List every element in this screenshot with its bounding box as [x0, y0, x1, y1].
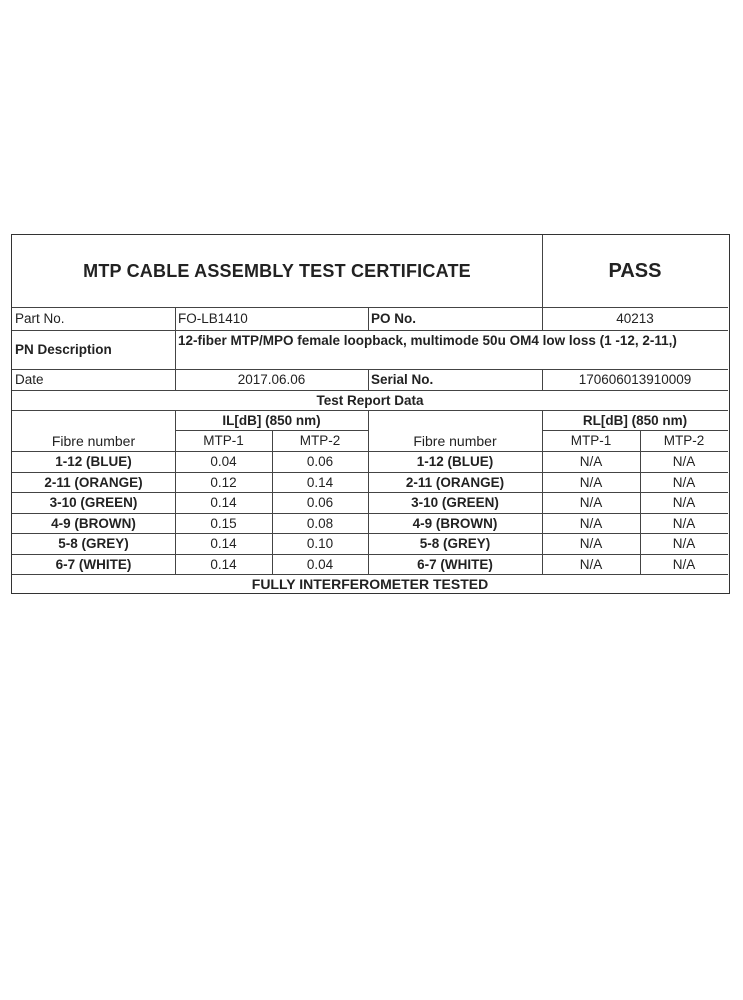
rl-mtp2-value: N/A	[672, 536, 696, 551]
rl-mtp1-value: N/A	[579, 474, 603, 490]
date-label: Date	[15, 372, 44, 387]
certificate-title: MTP CABLE ASSEMBLY TEST CERTIFICATE	[83, 260, 471, 281]
il-header: IL[dB] (850 nm)	[222, 412, 321, 428]
rl-mtp2-value: N/A	[672, 495, 696, 510]
table-row	[12, 472, 728, 492]
rl-header: RL[dB] (850 nm)	[582, 412, 688, 428]
serial-no-value: 170606013910009	[578, 372, 692, 387]
fibre-left: 5-8 (GREY)	[58, 536, 129, 551]
pass-status: PASS	[608, 259, 662, 282]
rl-mtp1-header: MTP-1	[570, 433, 612, 448]
rl-mtp1-value: N/A	[579, 495, 603, 510]
po-no-value: 40213	[616, 311, 654, 326]
il-mtp1-value: 0.14	[210, 495, 237, 510]
fibre-left: 1-12 (BLUE)	[55, 454, 132, 469]
table-row	[12, 554, 728, 574]
rl-mtp2-header: MTP-2	[663, 433, 705, 448]
il-mtp2-value: 0.10	[306, 536, 334, 551]
rl-mtp2-value: N/A	[672, 454, 696, 469]
pn-description-label: PN Description	[15, 342, 112, 357]
rl-mtp1-value: N/A	[579, 556, 603, 572]
il-mtp1-value: 0.12	[210, 474, 237, 490]
il-mtp2-header: MTP-2	[299, 433, 341, 448]
rl-mtp2-value: N/A	[672, 556, 696, 572]
il-mtp2-value: 0.06	[306, 454, 334, 469]
fibre-number-header-left: Fibre number	[51, 432, 136, 449]
il-mtp2-value: 0.08	[306, 515, 334, 531]
il-mtp1-value: 0.04	[210, 454, 237, 469]
rl-mtp2-value: N/A	[672, 515, 696, 531]
fibre-right: 2-11 (ORANGE)	[405, 474, 505, 490]
table-row	[12, 451, 728, 472]
pn-description-value: 12-fiber MTP/MPO female loopback, multimode 50u OM4 low loss (1 -12, 2-11,)	[178, 333, 677, 348]
fibre-left: 3-10 (GREEN)	[49, 495, 138, 510]
il-mtp1-value: 0.15	[210, 515, 237, 531]
il-mtp2-value: 0.14	[306, 474, 334, 490]
rl-mtp1-value: N/A	[579, 454, 603, 469]
fibre-right: 6-7 (WHITE)	[417, 556, 493, 572]
table-row	[12, 513, 728, 533]
fibre-right: 4-9 (BROWN)	[412, 515, 498, 531]
il-mtp1-header: MTP-1	[203, 433, 244, 448]
po-no-label: PO No.	[371, 311, 417, 326]
il-mtp1-value: 0.14	[210, 556, 237, 572]
fibre-right: 5-8 (GREY)	[419, 536, 491, 551]
fibre-left: 6-7 (WHITE)	[55, 556, 132, 572]
date-value: 2017.06.06	[237, 372, 306, 387]
serial-no-label: Serial No.	[371, 372, 434, 387]
fibre-number-header-right: Fibre number	[413, 432, 497, 449]
part-no-label: Part No.	[15, 311, 65, 326]
rl-mtp2-value: N/A	[672, 474, 696, 490]
footer-note: FULLY INTERFEROMETER TESTED	[251, 575, 489, 592]
fibre-right: 3-10 (GREEN)	[411, 495, 499, 510]
rl-mtp1-value: N/A	[579, 515, 603, 531]
table-row	[12, 492, 728, 513]
test-certificate	[11, 234, 730, 594]
fibre-left: 4-9 (BROWN)	[51, 515, 136, 531]
il-mtp2-value: 0.06	[306, 495, 334, 510]
fibre-left: 2-11 (ORANGE)	[44, 474, 143, 490]
part-no-value: FO-LB1410	[178, 311, 248, 326]
il-mtp2-value: 0.04	[306, 556, 334, 572]
table-row	[12, 533, 728, 554]
section-title: Test Report Data	[316, 392, 424, 408]
rl-mtp1-value: N/A	[579, 536, 603, 551]
il-mtp1-value: 0.14	[210, 536, 237, 551]
fibre-right: 1-12 (BLUE)	[416, 454, 494, 469]
